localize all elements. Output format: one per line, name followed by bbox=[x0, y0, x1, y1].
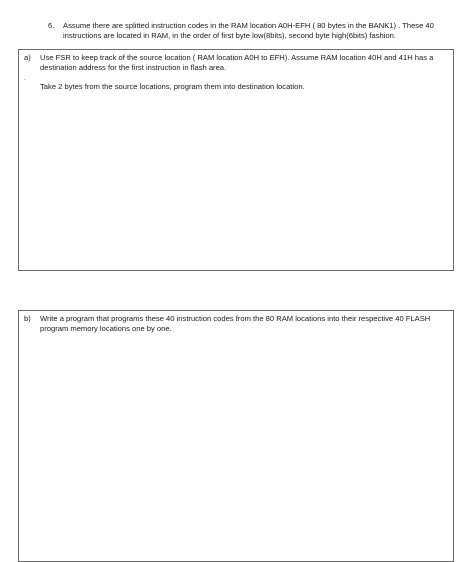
part-b-instruction: Write a program that programs these 40 instruction codes from the 80 RAM locations into their respective 40 FLASH program memory locations one by one. bbox=[40, 314, 431, 333]
part-a-task: Take 2 bytes from the source locations, program them into destination location. bbox=[40, 82, 305, 91]
question-number: 6. bbox=[48, 21, 55, 30]
part-a-instruction: Use FSR to keep track of the source location ( RAM location A0H to EFH). Assume RAM location 40H and 41H has a destination address for the first instruction in flash area. bbox=[40, 53, 434, 72]
part-a-label: a) bbox=[24, 53, 31, 62]
part-b-label: b) bbox=[24, 314, 31, 323]
bullet-dot: . bbox=[24, 76, 26, 82]
answer-box-b bbox=[18, 310, 454, 562]
answer-box-a bbox=[18, 49, 454, 271]
question-text: Assume there are splitted instruction codes in the RAM location A0H-EFH ( 80 bytes in the BANK1) . These 40 instructions are located in RAM, in the order of first byte low(8bits), second byte high(6bits) fashion. bbox=[63, 21, 434, 40]
